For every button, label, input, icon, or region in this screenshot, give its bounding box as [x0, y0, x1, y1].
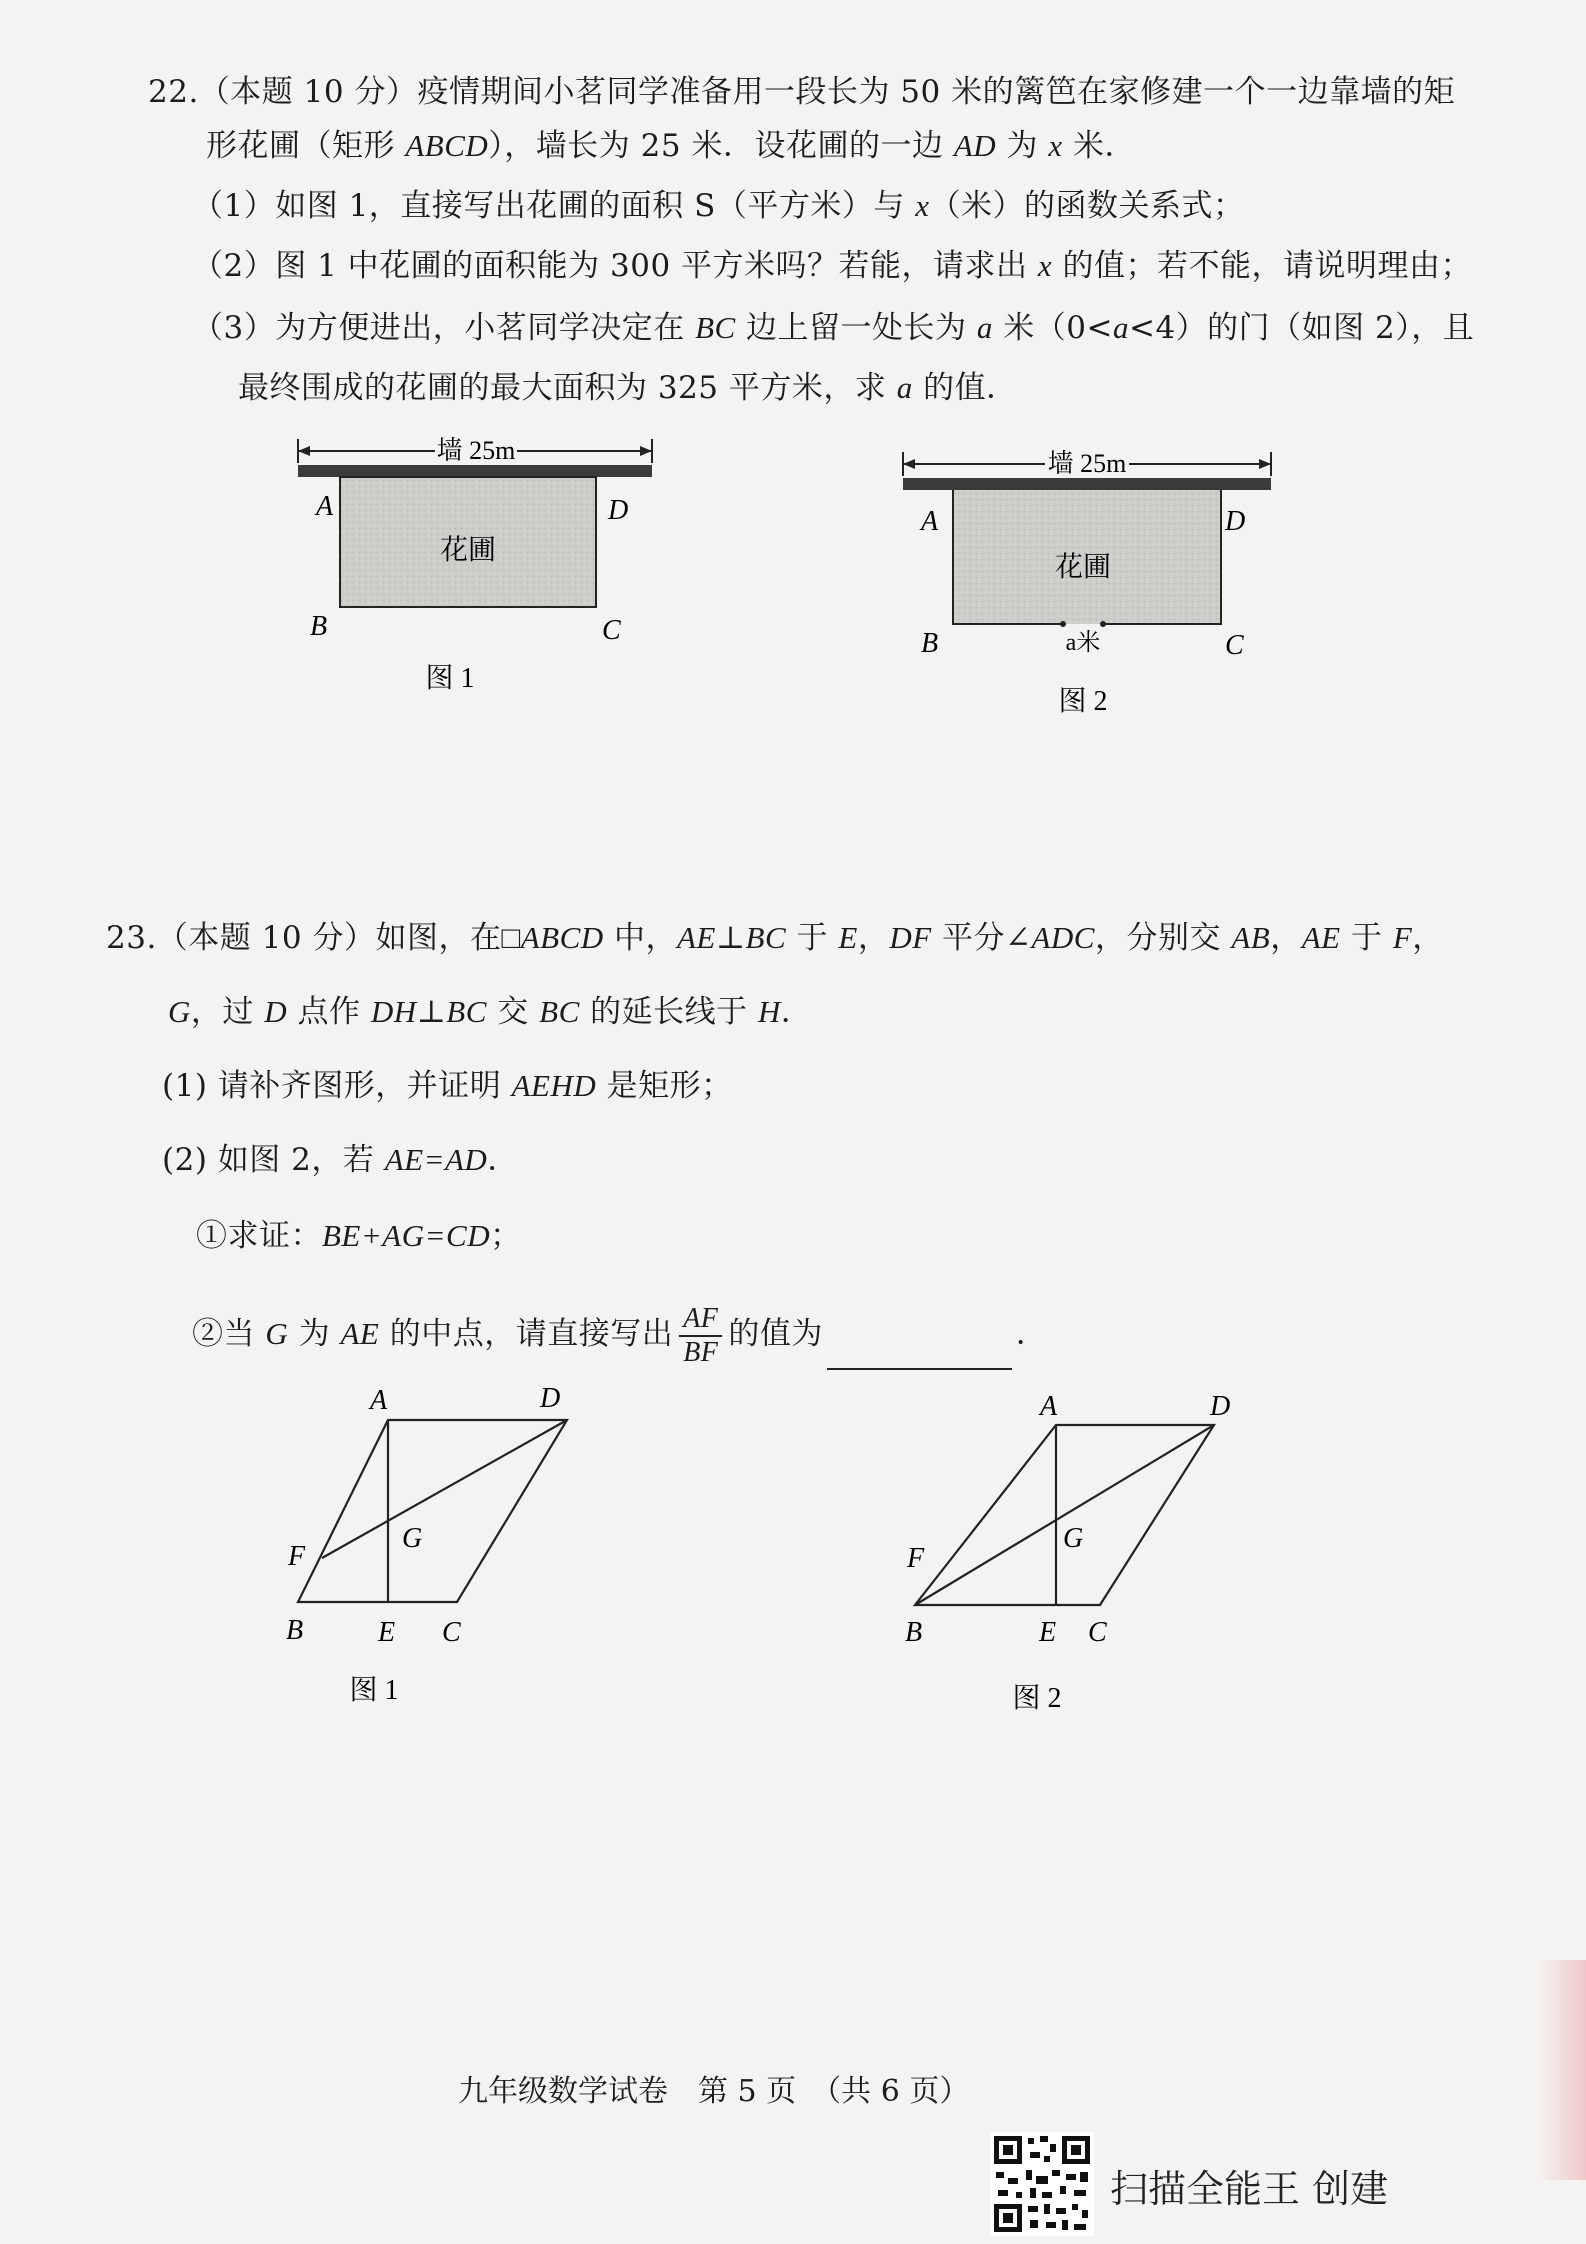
- fraction-af-bf: $\frac{AF}{BF}$: [679, 1303, 722, 1369]
- wall-bar: [298, 465, 652, 477]
- q22-line2: 形花圃（矩形 ABCD），墙长为 25 米．设花圃的一边 AD 为 x 米．: [206, 128, 1136, 164]
- label-B: B: [286, 1615, 304, 1646]
- q22-figure-2: [885, 438, 1285, 728]
- q23-line2: G，过 D 点作 DH⊥BC 交 BC 的延长线于 H．: [168, 994, 813, 1030]
- label-B: B: [905, 1617, 923, 1648]
- label-C: C: [1088, 1617, 1107, 1648]
- wall-label: 墙 25m: [1047, 449, 1127, 478]
- figure-caption: 图 2: [1012, 1683, 1062, 1714]
- segment-DF: [915, 1425, 1214, 1605]
- label-D: D: [1210, 1391, 1231, 1422]
- scan-edge-tint: [1538, 1960, 1586, 2180]
- q23-part2: (2) 如图 2，若 AE=AD．: [162, 1142, 519, 1178]
- label-F: F: [907, 1543, 925, 1574]
- label-C: C: [442, 1617, 461, 1648]
- figure-caption: 图 1: [349, 1675, 399, 1706]
- label-C: C: [1225, 630, 1244, 661]
- q22-part3: （3）为方便进出，小茗同学决定在 BC 边上留一处长为 a 米（0<a<4）的门（如图 2），且: [192, 310, 1475, 346]
- q23-figure-1: [270, 1375, 600, 1715]
- label-G: G: [402, 1523, 423, 1554]
- garden-label: 花圃: [1054, 552, 1112, 583]
- label-D: D: [540, 1383, 561, 1414]
- q23-sub1: ①求证：BE+AG=CD；: [196, 1218, 522, 1254]
- wall-bar: [903, 478, 1271, 490]
- garden-label: 花圃: [439, 535, 497, 566]
- figure-caption: 图 1: [425, 663, 475, 694]
- label-B: B: [310, 611, 328, 642]
- label-G: G: [1063, 1523, 1084, 1554]
- q22-part3-cont: 最终围成的花圃的最大面积为 325 平方米，求 a 的值．: [238, 370, 1018, 406]
- scanner-watermark: 扫描全能王 创建: [1110, 2167, 1389, 2211]
- label-A: A: [1040, 1391, 1058, 1422]
- door-label: a米: [1065, 630, 1101, 656]
- qr-code-icon: [990, 2132, 1094, 2236]
- wall-label: 墙 25m: [436, 436, 516, 465]
- q23-part1: (1) 请补齐图形，并证明 AEHD 是矩形；: [162, 1068, 733, 1104]
- q23-figure-2: [885, 1385, 1245, 1725]
- label-E: E: [378, 1617, 396, 1648]
- label-D: D: [608, 495, 629, 526]
- figure-caption: 图 2: [1058, 686, 1108, 717]
- q22-heading: 22.（本题 10 分）疫情期间小茗同学准备用一段长为 50 米的篱笆在家修建一个一边靠墙的矩: [148, 74, 1456, 110]
- label-A: A: [316, 491, 334, 522]
- answer-blank: [827, 1338, 1012, 1370]
- page-footer: 九年级数学试卷 第 5 页 （共 6 页）: [458, 2074, 970, 2109]
- q22-figure-1: [280, 425, 680, 705]
- label-F: F: [288, 1541, 306, 1572]
- label-A: A: [921, 506, 939, 537]
- q23-heading: 23.（本题 10 分）如图，在□ABCD 中，AE⊥BC 于 E，DF 平分∠ADC，分别交 AB，AE 于 F，: [106, 920, 1444, 956]
- label-A: A: [370, 1385, 388, 1416]
- label-B: B: [921, 628, 939, 659]
- q22-part1: （1）如图 1，直接写出花圃的面积 S（平方米）与 x（米）的函数关系式；: [192, 188, 1245, 224]
- segment-DF: [322, 1420, 567, 1558]
- label-D: D: [1225, 506, 1246, 537]
- parallelogram: [298, 1420, 567, 1602]
- q22-part2: （2）图 1 中花圃的面积能为 300 平方米吗？若能，请求出 x 的值；若不能，请说明理由；: [192, 248, 1473, 284]
- label-E: E: [1039, 1617, 1057, 1648]
- label-C: C: [602, 615, 621, 646]
- q23-sub2: ②当 G 为 AE 的中点，请直接写出 $\frac{AF}{BF}$ 的值为 ．: [192, 1298, 1047, 1370]
